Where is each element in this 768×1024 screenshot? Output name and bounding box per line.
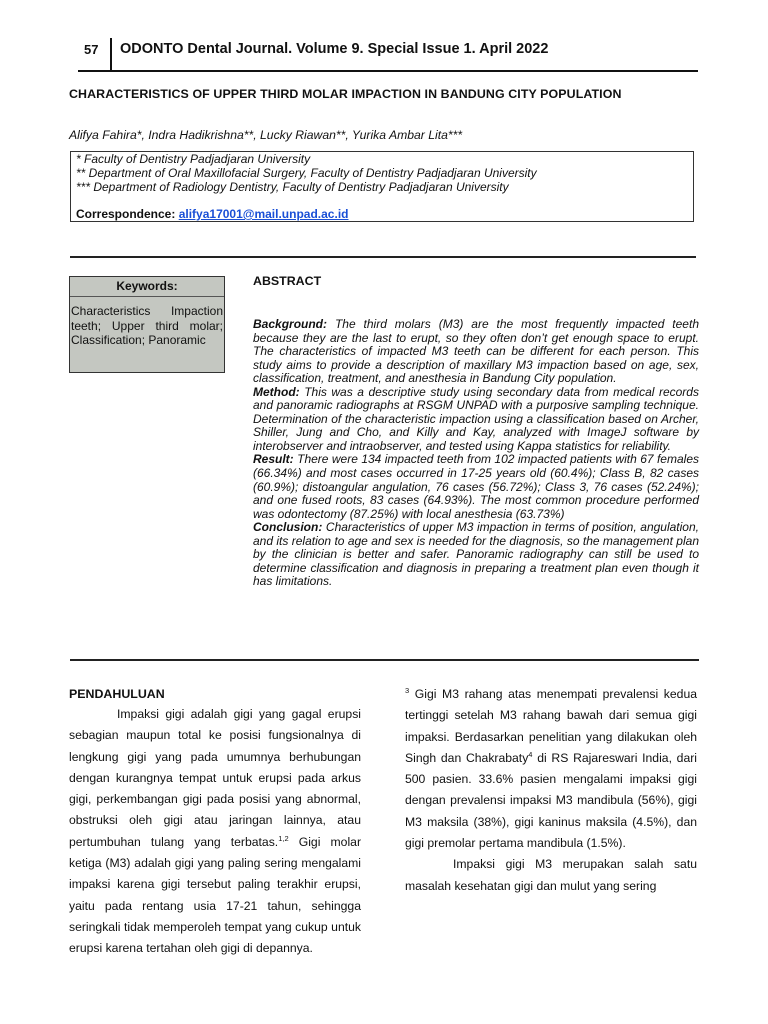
header-divider-horizontal bbox=[78, 70, 698, 72]
conclusion-label: Conclusion: bbox=[253, 520, 323, 535]
author-list: Alifya Fahira*, Indra Hadikrishna**, Lucky Riawan**, Yurika Ambar Lita*** bbox=[69, 128, 463, 142]
page-number: 57 bbox=[84, 42, 99, 57]
citation-3: 3 bbox=[405, 686, 410, 695]
affiliation-2: ** Department of Oral Maxillofacial Surgery, Faculty of Dentistry Padjadjaran University bbox=[76, 166, 537, 180]
background-text: The third molars (M3) are the most frequently impacted teeth because they are the last to erupt, so they often don’t get enough space to erupt. The characteristics of impacted M3 teeth can be different for each person. This study aims to provide a description of maxillary M3 impaction based on age, sex, classification, treatment, and anesthesia in Bandung City population. bbox=[253, 317, 699, 386]
keywords-title: Keywords: bbox=[70, 277, 224, 297]
section-divider-top bbox=[70, 256, 696, 258]
abstract-title: ABSTRACT bbox=[253, 274, 322, 288]
abstract-background bbox=[253, 318, 699, 386]
section-heading: PENDAHULUAN bbox=[69, 687, 165, 701]
result-label: Result: bbox=[253, 452, 294, 467]
intro-text-c: Gigi M3 rahang atas menempati prevalensi kedua tertinggi setelah M3 rahang bawah dari semua gigi impaksi. Berdasarkan penelitian yang dilakukan oleh Singh dan Chakrabaty bbox=[405, 687, 697, 765]
result-text: There were 134 impacted teeth from 102 impacted patients with 67 females (66.34%) and most cases occurred in 17-25 years old (60.4%); Class B, 82 cases (60.9%); distoangular angulation, 76 cases (56.72%); Class 3, 76 cases (52.24%); and one fused roots, 83 cases (64.93%). The most common procedure performed was odontectomy (87.25%) with local anesthesia (63.73%) bbox=[253, 452, 699, 521]
method-label: Method: bbox=[253, 384, 300, 399]
citation-1-2: 1,2 bbox=[278, 833, 289, 843]
header-divider-vertical bbox=[110, 38, 112, 72]
abstract-method bbox=[253, 386, 699, 454]
abstract-result bbox=[253, 453, 699, 521]
section-divider-bottom bbox=[70, 659, 699, 661]
method-text: This was a descriptive study using secondary data from medical records and panoramic radiographs at RSGM UNPAD with a purposive sampling technique. Determination of the characteristic impaction using a classification based on Archer, Shiller, Jung and Cho, and Killy and Kay, analyzed with ImageJ software by interobserver and intraobserver, and tested using Kappa statistics for reliability. bbox=[253, 384, 699, 453]
intro-paragraph-part-1 bbox=[69, 704, 361, 960]
correspondence bbox=[76, 207, 348, 221]
intro-paragraph-part-2 bbox=[405, 684, 697, 854]
citation-4: 4 bbox=[528, 749, 533, 759]
background-label: Background: bbox=[253, 317, 328, 331]
correspondence-email-link[interactable]: alifya17001@mail.unpad.ac.id bbox=[178, 207, 349, 221]
intro-text-b: Gigi molar ketiga (M3) adalah gigi yang paling sering mengalami impaksi karena gigi tersebut paling terakhir erupsi, yaitu pada rentang usia 17-21 tahun, sehingga seringkali tidak memperoleh tempat yang cukup untuk erupsi karena tertahan oleh gigi di depannya. bbox=[69, 834, 361, 956]
body-column-right bbox=[405, 684, 697, 897]
conclusion-text: Characteristics of upper M3 impaction in terms of position, angulation, and its relation to age and sex is needed for the diagnosis, so the management plan by the clinician is better and safer. Panoramic radiography can still be used to determine classification and diagnosis in preparing a treatment plan even though it has limitations. bbox=[253, 520, 699, 589]
affiliation-3: *** Department of Radiology Dentistry, Faculty of Dentistry Padjadjaran University bbox=[76, 180, 509, 194]
correspondence-label: Correspondence: bbox=[76, 207, 176, 221]
affiliation-1: * Faculty of Dentistry Padjadjaran University bbox=[76, 152, 311, 166]
keywords-text: Characteristics Impaction teeth; Upper third molar; Classification; Panoramic bbox=[71, 304, 223, 347]
journal-title: ODONTO Dental Journal. Volume 9. Special Issue 1. April 2022 bbox=[120, 41, 549, 57]
intro-text-a: Impaksi gigi adalah gigi yang gagal erupsi sebagian maupun total ke posisi fungsionalnya di lengkung gigi yang pada umumnya berhubungan dengan kurangnya tempat untuk erupsi pada arkus gigi, perkembangan gigi pada posisi yang abnormal, obstruksi oleh gigi atau jaringan lainnya, atau pertumbuhan tulang yang terbatas. bbox=[69, 707, 361, 849]
second-paragraph: Impaksi gigi M3 merupakan salah satu masalah kesehatan gigi dan mulut yang sering bbox=[405, 857, 697, 893]
abstract-body bbox=[253, 318, 699, 589]
keywords-box bbox=[69, 276, 225, 373]
abstract-conclusion bbox=[253, 521, 699, 589]
affiliation-box bbox=[70, 151, 694, 222]
intro-text-d: di RS Rajareswari India, dari 500 pasien. 33.6% pasien mengalami impaksi gigi dengan prevalensi impaksi M3 mandibula (56%), gigi M3 maksila (38%), gigi kaninus maksila (4.5%), dan gigi premolar pertama mandibula (1.5%). bbox=[405, 750, 698, 851]
paper-title: CHARACTERISTICS OF UPPER THIRD MOLAR IMPACTION IN BANDUNG CITY POPULATION bbox=[69, 87, 622, 101]
body-column-left bbox=[69, 684, 361, 960]
